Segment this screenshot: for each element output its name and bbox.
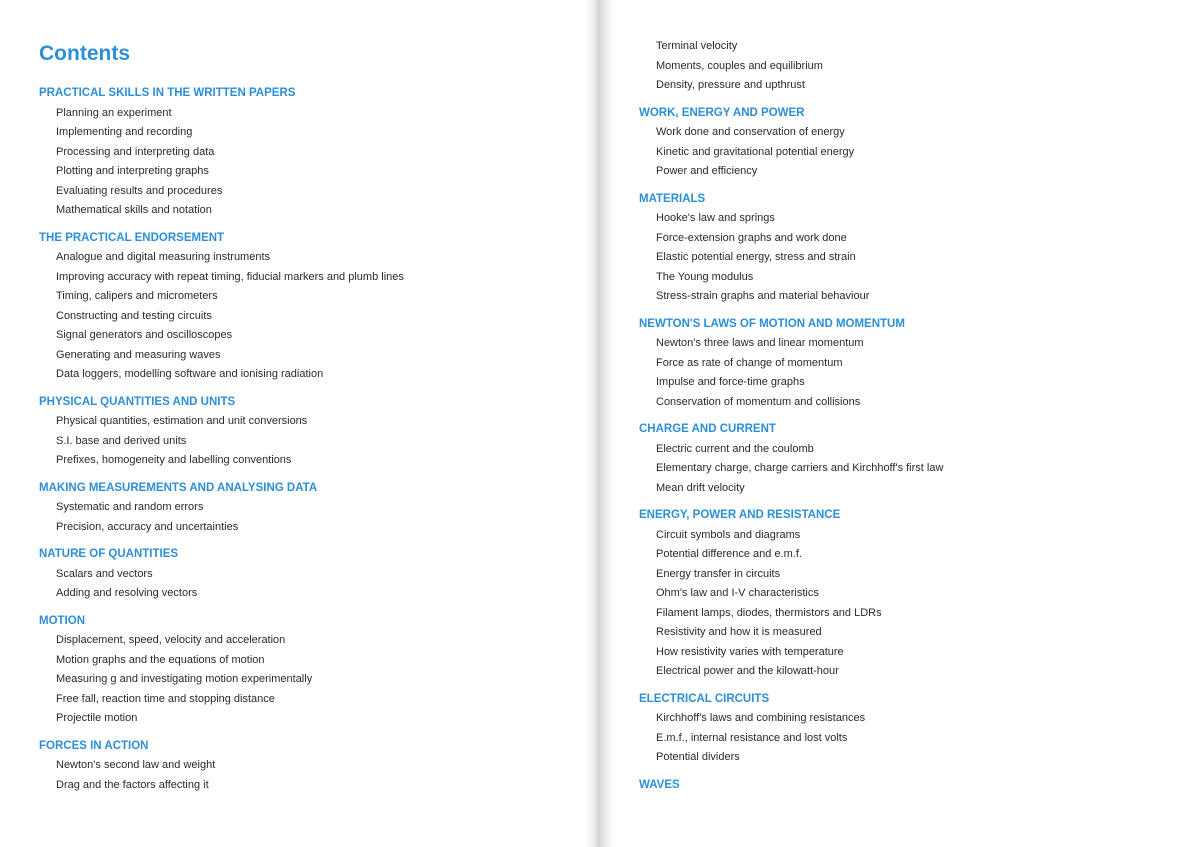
toc-entry: Electric current and the coulomb xyxy=(656,442,814,455)
toc-entry: Scalars and vectors xyxy=(56,567,153,580)
section-topic-list xyxy=(39,248,579,385)
toc-entry: Power and efficiency xyxy=(656,165,758,177)
toc-entry: Timing, calipers and micrometers xyxy=(56,290,218,302)
section-topic-list xyxy=(639,526,1179,682)
toc-entry: How resistivity varies with temperature xyxy=(656,645,844,658)
toc-section-practical-skills-in-the-written-papers xyxy=(39,84,579,221)
toc-entry: Drag and the factors affecting it xyxy=(56,778,209,791)
toc-section-motion xyxy=(39,612,579,729)
contents-column-right xyxy=(639,37,1179,795)
toc-entry: Density, pressure and upthrust xyxy=(656,79,805,91)
toc-section-physical-quantities-and-units xyxy=(39,393,579,471)
toc-entry: Potential dividers xyxy=(656,751,740,763)
toc-entry: Plotting and interpreting graphs xyxy=(56,165,209,177)
section-heading: WORK, ENERGY AND POWER xyxy=(639,106,805,119)
section-heading: PRACTICAL SKILLS IN THE WRITTEN PAPERS xyxy=(39,87,296,99)
toc-entry: Projectile motion xyxy=(56,712,138,724)
toc-section-the-practical-endorsement xyxy=(39,229,579,385)
section-heading: NEWTON'S LAWS OF MOTION AND MOMENTUM xyxy=(639,317,905,330)
toc-entry: Evaluating results and procedures xyxy=(56,184,223,197)
toc-entry: Potential difference and e.m.f. xyxy=(656,548,802,560)
section-topic-list xyxy=(639,440,1179,499)
toc-entry: Kinetic and gravitational potential energy xyxy=(656,145,855,158)
toc-entry: Mathematical skills and notation xyxy=(56,204,212,216)
toc-entry: Conservation of momentum and collisions xyxy=(656,395,861,408)
toc-entry: Resistivity and how it is measured xyxy=(656,626,822,638)
toc-entry: Free fall, reaction time and stopping distance xyxy=(56,692,275,705)
toc-entry: Processing and interpreting data xyxy=(56,145,215,158)
toc-entry: Force-extension graphs and work done xyxy=(656,231,847,244)
section-topic-list xyxy=(639,209,1179,307)
toc-section-work-energy-and-power xyxy=(639,104,1179,182)
section-topic-list xyxy=(39,104,579,221)
toc-entry: Elementary charge, charge carriers and Kirchhoff's first law xyxy=(656,462,944,474)
toc-section-waves xyxy=(639,776,1179,796)
toc-entry: Hooke's law and springs xyxy=(656,212,775,224)
toc-entry: Measuring g and investigating motion experimentally xyxy=(56,673,313,685)
toc-entry: Force as rate of change of momentum xyxy=(656,356,843,369)
section-heading: PHYSICAL QUANTITIES AND UNITS xyxy=(39,395,236,408)
section-heading: MATERIALS xyxy=(639,192,706,205)
toc-entry: Improving accuracy with repeat timing, fiducial markers and plumb lines xyxy=(56,270,404,283)
section-topic-list xyxy=(639,37,1179,96)
toc-entry: S.I. base and derived units xyxy=(56,434,187,447)
section-topic-list xyxy=(639,709,1179,768)
section-heading: ELECTRICAL CIRCUITS xyxy=(639,692,770,705)
toc-entry: Mean drift velocity xyxy=(656,481,745,494)
toc-entry: The Young modulus xyxy=(656,270,754,283)
toc-entry: E.m.f., internal resistance and lost volts xyxy=(656,731,848,744)
toc-entry: Data loggers, modelling software and ionising radiation xyxy=(56,368,324,380)
toc-entry: Work done and conservation of energy xyxy=(656,126,845,138)
toc-section-nature-of-quantities xyxy=(39,545,579,604)
toc-entry: Kirchhoff's laws and combining resistances xyxy=(656,712,866,724)
section-heading: NATURE OF QUANTITIES xyxy=(39,548,179,560)
toc-entry: Elastic potential energy, stress and strain xyxy=(656,251,856,263)
toc-entry: Systematic and random errors xyxy=(56,501,204,513)
section-topic-list xyxy=(39,756,579,795)
toc-entry: Signal generators and oscilloscopes xyxy=(56,329,233,341)
toc-entry: Planning an experiment xyxy=(56,106,172,119)
toc-entry: Circuit symbols and diagrams xyxy=(656,528,801,541)
toc-section-materials xyxy=(639,190,1179,307)
toc-entry: Constructing and testing circuits xyxy=(56,309,212,322)
toc-entry: Terminal velocity xyxy=(656,40,738,52)
toc-section-newton-s-laws-of-motion-and-momentum xyxy=(639,315,1179,413)
book-gutter xyxy=(584,0,614,847)
toc-entry: Stress-strain graphs and material behaviour xyxy=(656,290,870,302)
toc-entry: Prefixes, homogeneity and labelling conventions xyxy=(56,454,292,466)
toc-entry: Energy transfer in circuits xyxy=(656,567,781,580)
toc-entry: Newton's second law and weight xyxy=(56,759,216,771)
toc-entry: Adding and resolving vectors xyxy=(56,587,198,599)
section-topic-list xyxy=(39,631,579,729)
page-title: Contents xyxy=(39,42,130,65)
toc-entry: Newton's three laws and linear momentum xyxy=(656,337,864,349)
section-heading: THE PRACTICAL ENDORSEMENT xyxy=(39,231,225,244)
section-topic-list xyxy=(39,498,579,537)
section-heading: MAKING MEASUREMENTS AND ANALYSING DATA xyxy=(39,481,318,494)
toc-entry: Analogue and digital measuring instruments xyxy=(56,251,271,263)
toc-entry: Implementing and recording xyxy=(56,126,193,138)
section-topic-list xyxy=(639,123,1179,182)
toc-entry: Generating and measuring waves xyxy=(56,348,221,361)
toc-section-energy-power-and-resistance xyxy=(639,506,1179,682)
toc-entry: Motion graphs and the equations of motion xyxy=(56,653,265,666)
toc-entry: Filament lamps, diodes, thermistors and LDRs xyxy=(656,606,882,619)
section-heading: ENERGY, POWER AND RESISTANCE xyxy=(639,509,841,521)
toc-section-forces-in-action xyxy=(39,737,579,796)
toc-section-making-measurements-and-analysing-data xyxy=(39,479,579,538)
section-heading: FORCES IN ACTION xyxy=(39,739,149,752)
toc-section-charge-and-current xyxy=(639,420,1179,498)
toc-entry: Ohm's law and I-V characteristics xyxy=(656,587,819,599)
toc-section-electrical-circuits xyxy=(639,690,1179,768)
contents-column-left xyxy=(39,84,579,795)
toc-entry: Impulse and force-time graphs xyxy=(656,376,805,388)
section-topic-list xyxy=(639,334,1179,412)
toc-entry: Moments, couples and equilibrium xyxy=(656,59,823,72)
toc-entry: Displacement, speed, velocity and acceleration xyxy=(56,634,286,646)
section-heading: WAVES xyxy=(639,778,680,791)
toc-entry: Physical quantities, estimation and unit conversions xyxy=(56,415,308,427)
toc-entry: Precision, accuracy and uncertainties xyxy=(56,520,239,533)
section-heading: CHARGE AND CURRENT xyxy=(639,423,776,435)
toc-section-continued xyxy=(639,37,1179,96)
section-topic-list xyxy=(39,565,579,604)
toc-entry: Electrical power and the kilowatt-hour xyxy=(656,665,839,677)
section-heading: MOTION xyxy=(39,614,85,627)
section-topic-list xyxy=(39,412,579,471)
